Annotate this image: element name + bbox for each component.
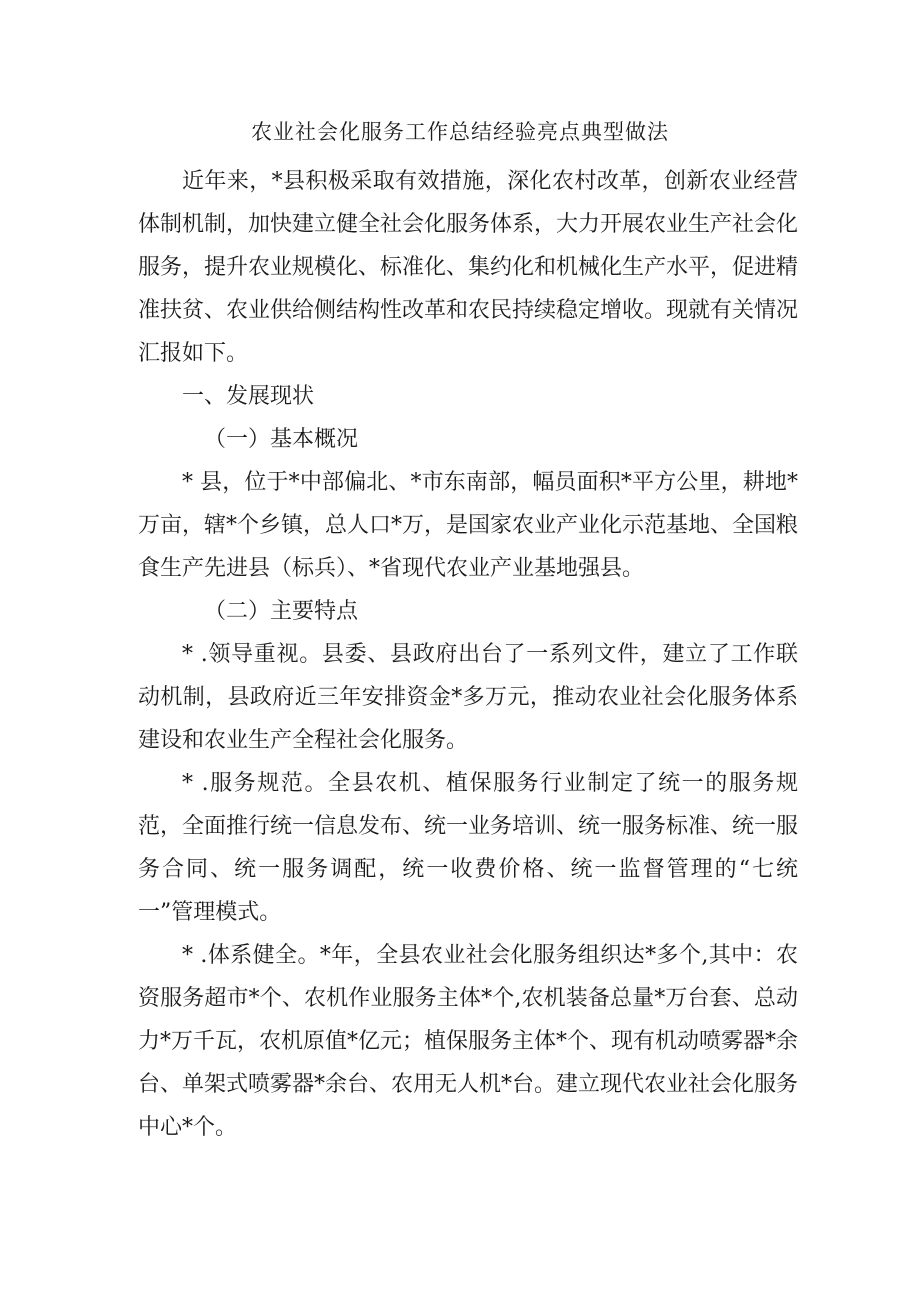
document-title: 农业社会化服务工作总结经验亮点典型做法 xyxy=(251,120,669,144)
basic-overview-paragraph: * 县，位于*中部偏北、*市东南部，幅员面积*平方公里，耕地*万亩，辖*个乡镇，总人口*万，是国家农业产业化示范基地、全国粮食生产先进县（标兵）、*省现代农业产业基地强县。 xyxy=(138,470,799,581)
subsection-heading-1: （一）基本概况 xyxy=(204,427,359,452)
subsection-heading-2: （二）主要特点 xyxy=(204,599,359,624)
point-paragraph-2: * .服务规范。全县农机、植保服务行业制定了统一的服务规范，全面推行统一信息发布、统一业务培训、统一服务标准、统一服务合同、统一服务调配，统一收费价格、统一监督管理的“七统一”管理模式。 xyxy=(138,771,799,925)
section-heading-1: 一、发展现状 xyxy=(182,384,315,409)
point-paragraph-1: * .领导重视。县委、县政府出台了一系列文件，建立了工作联动机制，县政府近三年安排资金*多万元，推动农业社会化服务体系建设和农业生产全程社会化服务。 xyxy=(138,642,798,753)
point-paragraph-3: * .体系健全。*年，全县农业社会化服务组织达*多个,其中：农资服务超市*个、农机作业服务主体*个,农机装备总量*万台套、总动力*万千瓦，农机原值*亿元；植保服务主体*个、现有机动喷雾器*余台、单架式喷雾器*余台、农用无人机*台。建立现代农业社会化服务中心*个。 xyxy=(138,943,799,1140)
intro-paragraph: 近年来，*县积极采取有效措施，深化农村改革，创新农业经营体制机制，加快建立健全社会化服务体系，大力开展农业生产社会化服务，提升农业规模化、标准化、集约化和机械化生产水平，促进精准扶贫、农业供给侧结构性改革和农民持续稳定增收。现就有关情况汇报如下。 xyxy=(138,169,799,366)
